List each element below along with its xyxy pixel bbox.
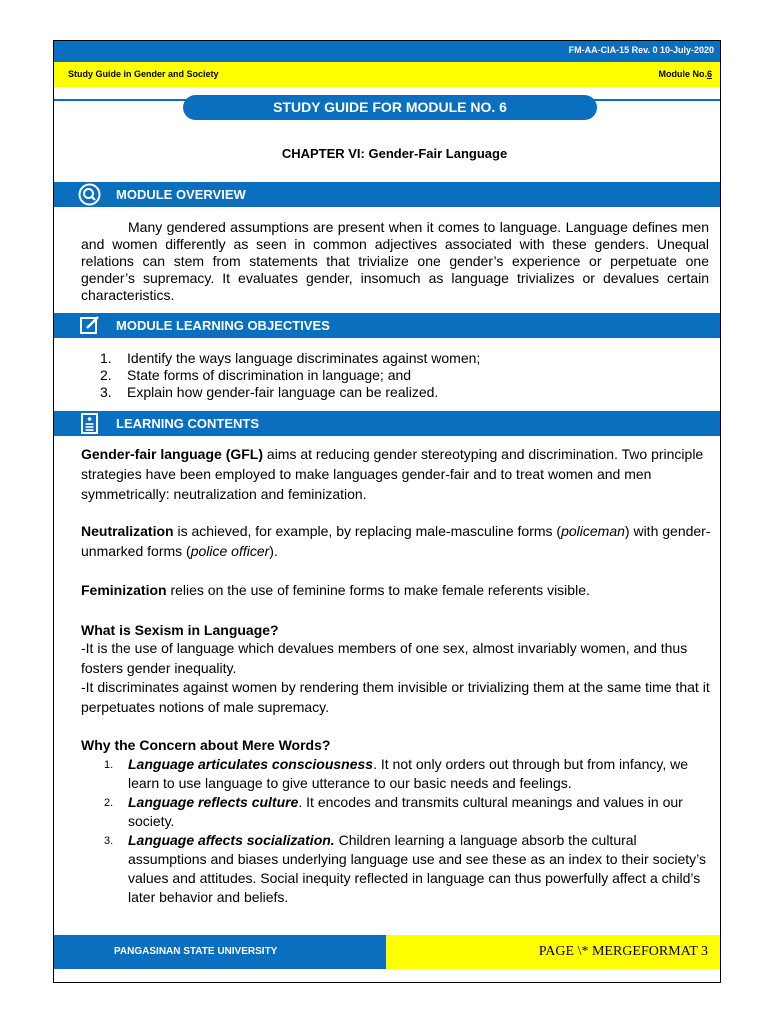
sexism-line-2: -It discriminates against women by rendering them invisible or trivializing them at the same time that it perpetuates notions of male supremacy. (81, 679, 710, 715)
chapter-title: CHAPTER VI: Gender-Fair Language (281, 146, 508, 161)
feminization-term: Feminization (81, 582, 167, 598)
footer-page-bar (386, 935, 720, 969)
sexism-heading-text: What is Sexism in Language? (81, 622, 279, 638)
section-overview-bar (54, 182, 720, 207)
footer-university-bar (54, 935, 386, 969)
neutralization-text: ). (269, 543, 278, 559)
concern-head: Language reflects culture (128, 794, 299, 810)
overview-text: Many gendered assumptions are present when it comes to language. Language defines men and women differently as seen in common adjectives associated with these genders. Unequal relations can stem from statements that trivialize one gender’s experience or perpetuate one gender’s supremacy. It evaluates gender, insomuch as language trivializes or devalues certain characteristics. (81, 219, 709, 303)
neutralization-term: Neutralization (81, 523, 174, 539)
concern-text: . It not only orders out through but from infancy, we learn to use language to give utterance to our basic needs and feelings. (128, 756, 688, 791)
section-contents-bar (54, 411, 720, 436)
section-overview-label: MODULE OVERVIEW (116, 187, 246, 202)
list-item (100, 367, 480, 384)
footer-university: PANGASINAN STATE UNIVERSITY (114, 946, 278, 957)
neutralization-text: ) with gender-unmarked forms ( (81, 523, 711, 559)
header-yellow-bar (54, 62, 720, 87)
guide-title: Study Guide in Gender and Society (68, 69, 219, 79)
list-number: 1. (100, 350, 112, 366)
list-text: Explain how gender-fair language can be realized. (127, 384, 439, 400)
gfl-term: Gender-fair language (GFL) (81, 446, 264, 462)
list-number: 3. (104, 835, 114, 847)
sexism-line-1: -It is the use of language which devalues members of one sex, almost invariably women, and thus fosters gender inequality. (81, 640, 688, 676)
document-list-icon (78, 412, 101, 435)
list-text: Identify the ways language discriminates against women; (127, 350, 481, 366)
neutralization-paragraph (81, 521, 721, 561)
module-title-pill: STUDY GUIDE FOR MODULE NO. 6 (183, 95, 597, 120)
magnifier-icon (78, 183, 101, 206)
module-prefix: Module No. (658, 69, 707, 79)
list-item (104, 755, 714, 793)
concern-heading-text: Why the Concern about Mere Words? (81, 737, 331, 753)
section-objectives-bar (54, 313, 720, 338)
section-contents-label: LEARNING CONTENTS (116, 416, 259, 431)
objectives-list (100, 350, 480, 401)
feminization-text: relies on the use of feminine forms to make female referents visible. (166, 582, 590, 598)
pencil-note-icon (78, 314, 101, 337)
module-number: 6 (706, 69, 712, 79)
concern-head: Language affects socialization. (128, 832, 335, 848)
gfl-paragraph (81, 444, 721, 504)
list-number: 3. (100, 384, 112, 400)
example-policeman: policeman (561, 523, 625, 539)
concern-head: Language articulates consciousness (128, 756, 374, 772)
list-item (104, 831, 714, 907)
concern-text: Children learning a language absorb the cultural assumptions and biases underlying language use and see these as an index to their society’s values and attitudes. Social inequity reflected in language can thus powerfully affect a child’s later behavior and beliefs. (128, 832, 707, 905)
feminization-paragraph (81, 580, 721, 600)
section-objectives-label: MODULE LEARNING OBJECTIVES (116, 318, 330, 333)
list-number: 2. (104, 797, 114, 809)
list-item (100, 384, 480, 401)
module-number-label (658, 69, 712, 79)
concern-heading (81, 735, 721, 755)
list-item (104, 793, 714, 831)
concern-list (104, 755, 714, 907)
header-top-bar (54, 41, 720, 62)
neutralization-text: is achieved, for example, by replacing male-masculine forms ( (173, 523, 562, 539)
sexism-heading (81, 620, 721, 640)
list-number: 2. (100, 367, 112, 383)
gfl-text: aims at reducing gender stereotyping and discrimination. Two principle strategies have been employed to make languages gender-fair and to treat women and men symmetrically: neutralization and feminization. (81, 446, 704, 502)
list-number: 1. (104, 759, 114, 771)
list-item (100, 350, 480, 367)
example-police-officer: police officer (190, 543, 270, 559)
concern-text: . It encodes and transmits cultural meanings and values in our society. (128, 794, 683, 829)
footer-page-number: PAGE \* MERGEFORMAT 3 (538, 944, 708, 959)
form-code: FM-AA-CIA-15 Rev. 0 10-July-2020 (568, 45, 714, 55)
list-text: State forms of discrimination in language; and (127, 367, 412, 383)
